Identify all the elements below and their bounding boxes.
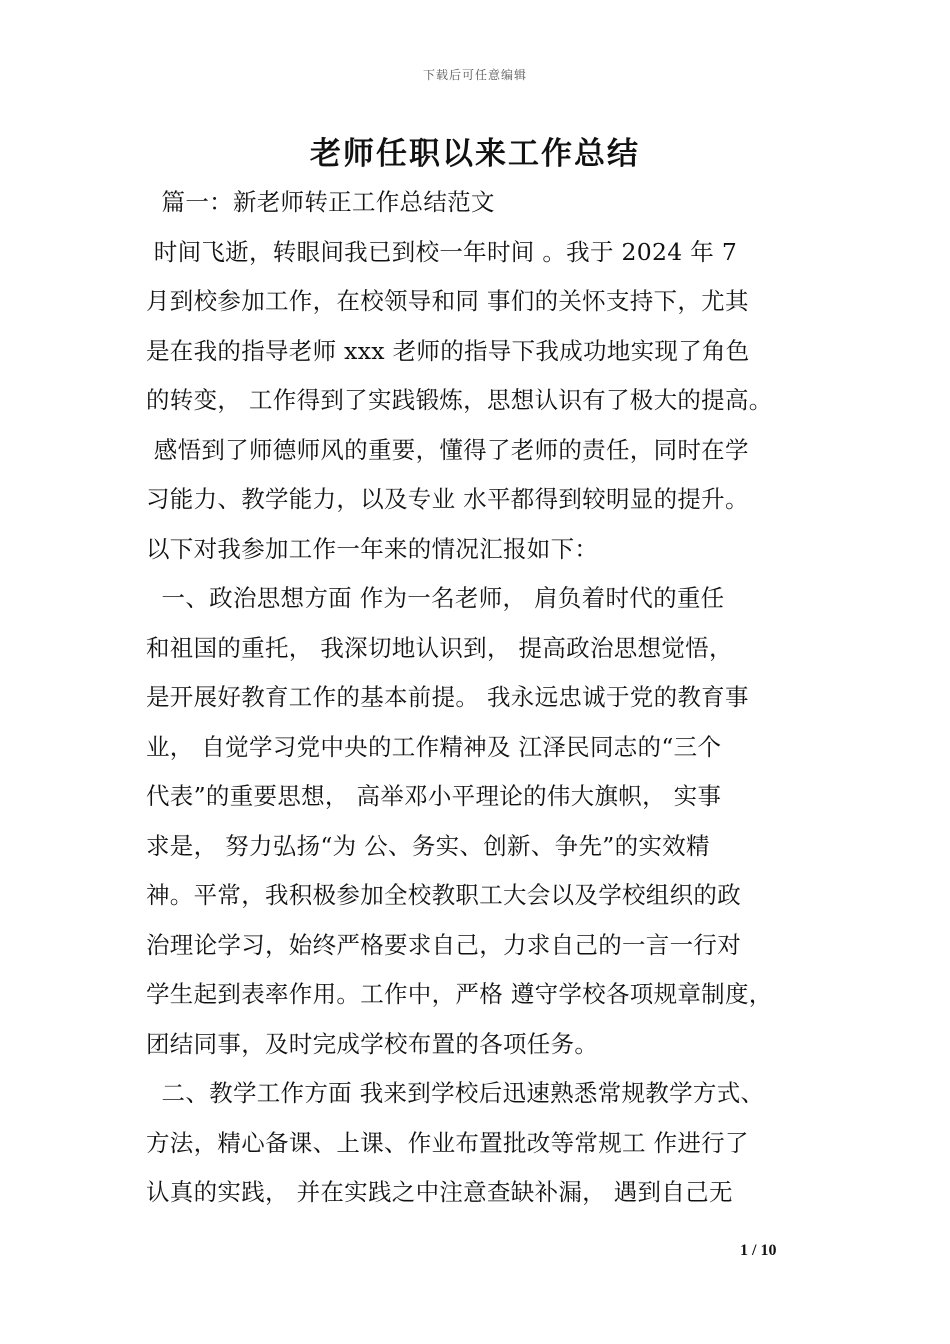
body-line: 感悟到了师德师风的重要，懂得了老师的责任，同时在学 xyxy=(146,435,749,464)
body-line: 学生起到表率作用。工作中，严格 遵守学校各项规章制度， xyxy=(146,980,773,1008)
body-line: 求是， 努力弘扬“为 公、务实、创新、争先”的实效精 xyxy=(146,831,710,860)
body-line: 代表”的重要思想， 高举邓小平理论的伟大旗帜， 实事 xyxy=(146,782,722,810)
body-line: 二、教学工作方面 我来到学校后迅速熟悉常规教学方式、 xyxy=(146,1079,765,1107)
body-line: 的转变， 工作得到了实践锻炼，思想认识有了极大的提高。 xyxy=(146,386,773,414)
body-line: 篇一：新老师转正工作总结范文 xyxy=(146,188,495,216)
body-line: 治理论学习，始终严格要求自己，力求自己的一言一行对 xyxy=(146,930,741,959)
body-line: 神。平常，我积极参加全校教职工大会以及学校组织的政 xyxy=(146,881,741,909)
body-line: 月到校参加工作，在校领导和同 事们的关怀支持下，尤其 xyxy=(146,287,749,315)
body-line: 和祖国的重托， 我深切地认识到， 提高政治思想觉悟， xyxy=(146,633,733,662)
header-note: 下载后可任意编辑 xyxy=(422,68,527,82)
body-line: 一、政治思想方面 作为一名老师， 肩负着时代的重任 xyxy=(146,584,725,612)
document-body xyxy=(146,178,836,1218)
body-line: 业， 自觉学习党中央的工作精神及 江泽民同志的“三个 xyxy=(146,732,722,761)
body-line: 时间飞逝，转眼间我已到校一年时间 。我于 2024 年 7 xyxy=(146,237,738,266)
body-line: 以下对我参加工作一年来的情况汇报如下： xyxy=(146,534,599,563)
body-line: 习能力、教学能力，以及专业 水平都得到较明显的提升。 xyxy=(146,485,749,513)
page-number: 1 / 10 xyxy=(740,1242,777,1259)
body-line: 是开展好教育工作的基本前提。 我永远忠诚于党的教育事 xyxy=(146,683,749,711)
body-line: 方法，精心备课、上课、作业布置批改等常规工 作进行了 xyxy=(146,1128,749,1157)
body-line: 是在我的指导老师 xxx 老师的指导下我成功地实现了角色 xyxy=(146,336,750,365)
body-line: 团结同事，及时完成学校布置的各项任务。 xyxy=(146,1029,599,1058)
document-title: 老师任职以来工作总结 xyxy=(310,136,640,172)
body-line: 认真的实践， 并在实践之中注意查缺补漏， 遇到自己无 xyxy=(146,1178,733,1206)
